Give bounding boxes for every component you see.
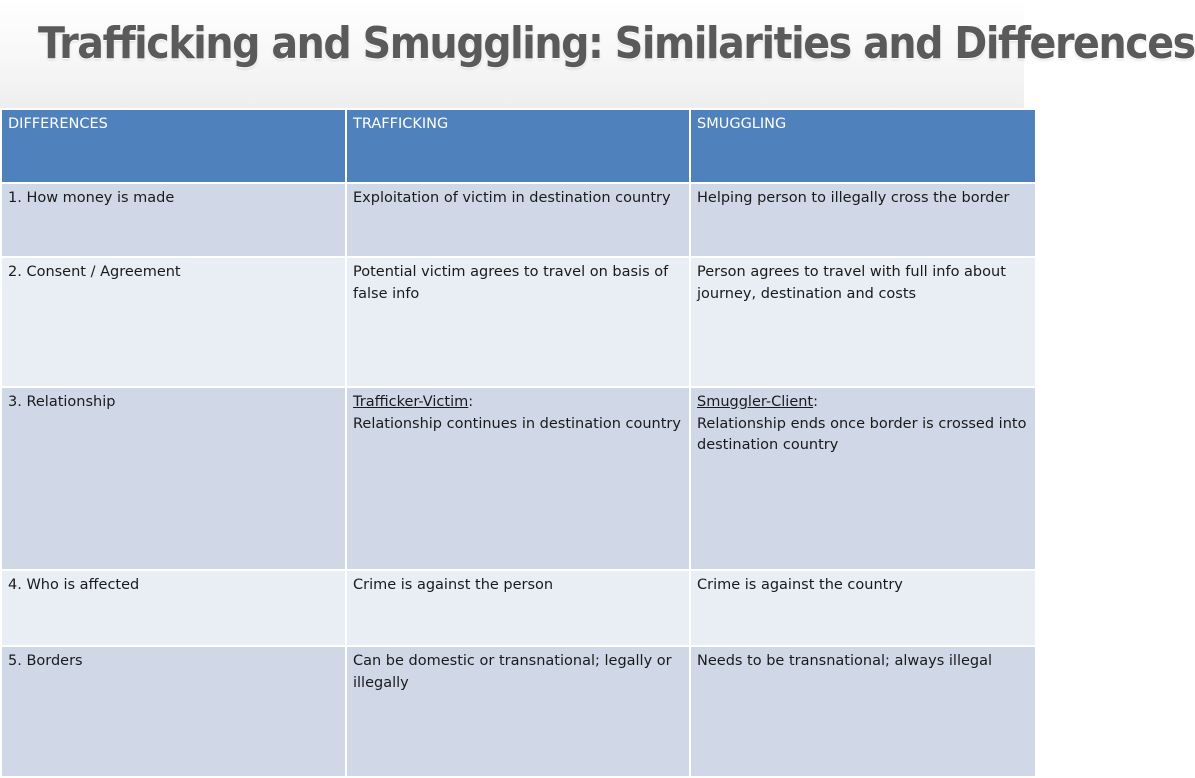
cell-text-line: destination country [697,437,839,453]
slide-title: Trafficking and Smuggling: Similarities and Differences [38,18,1195,69]
cell-text-line: Potential victim agrees to travel on basis of [353,264,669,280]
aspect-cell: 3. Relationship [1,387,346,570]
trafficking-cell [346,183,690,257]
cell-text-line: Crime is against the country [697,577,903,593]
smuggling-cell [690,387,1036,570]
table-row [1,183,1036,257]
cell-text-line: Can be domestic or transnational; legally or [353,653,672,669]
title-band [0,0,1195,108]
cell-text-line: Needs to be transnational; always illegal [697,653,993,669]
cell-text-line: Relationship ends once border is crossed into [697,415,1027,432]
cell-label-line: Smuggler-Client: [697,394,819,410]
header-trafficking: TRAFFICKING [346,109,690,183]
table-header-row [1,109,1036,183]
trafficking-cell [346,570,690,646]
cell-text-line: false info [353,285,420,302]
aspect-cell: 4. Who is affected [1,570,346,646]
cell-text-line: illegally [353,674,409,691]
aspect-cell: 2. Consent / Agreement [1,257,346,387]
smuggling-cell [690,570,1036,646]
cell-text-line: Helping person to illegally cross the border [697,190,1010,206]
cell-text-line: Crime is against the person [353,577,554,593]
cell-text-line: Exploitation of victim in destination country [353,190,671,206]
table-row [1,387,1036,570]
table-row [1,646,1036,777]
comparison-table [0,108,1037,778]
aspect-cell: 1. How money is made [1,183,346,257]
table-row [1,257,1036,387]
header-differences: DIFFERENCES [1,109,346,183]
table-row [1,570,1036,646]
smuggling-cell [690,183,1036,257]
trafficking-cell [346,257,690,387]
header-smuggling: SMUGGLING [690,109,1036,183]
smuggler-client-label: Smuggler-Client [697,394,814,410]
smuggling-cell [690,646,1036,777]
trafficking-cell [346,387,690,570]
cell-text-line: Relationship continues in destination country [353,415,681,432]
cell-label-line: Trafficker-Victim: [353,394,474,410]
cell-text-line: journey, destination and costs [697,285,917,302]
smuggling-cell [690,257,1036,387]
aspect-cell: 5. Borders [1,646,346,777]
cell-text-line: Person agrees to travel with full info about [697,264,1006,280]
trafficking-cell [346,646,690,777]
trafficker-victim-label: Trafficker-Victim [353,394,469,410]
